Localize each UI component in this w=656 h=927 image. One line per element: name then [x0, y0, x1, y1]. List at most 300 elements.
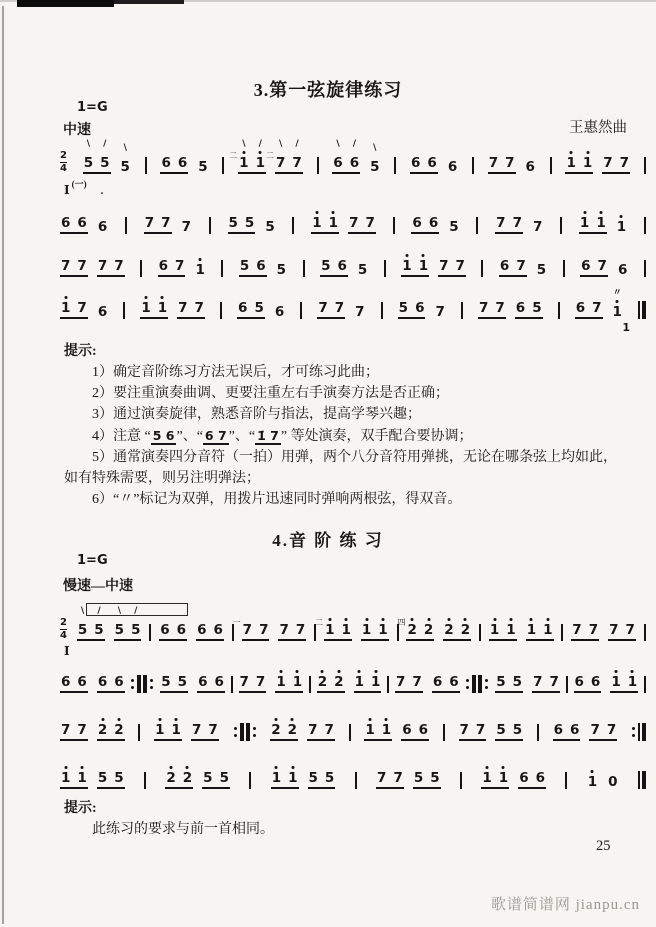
note	[97, 257, 108, 274]
note-digit: 5	[97, 769, 108, 786]
note	[627, 673, 638, 690]
note-digit: 5	[324, 769, 335, 786]
repeat-dots	[150, 679, 153, 689]
note	[575, 299, 586, 316]
note-digit: 7	[77, 721, 87, 738]
beamed-group	[158, 257, 186, 278]
note	[337, 257, 347, 274]
note-digit: 6	[570, 721, 580, 738]
note-digit: 7	[279, 621, 289, 638]
beamed-group	[518, 769, 546, 790]
note	[295, 621, 306, 638]
note-digit: 6	[274, 303, 285, 320]
music-line	[60, 138, 646, 197]
tips-label: 提示:	[64, 344, 97, 359]
note	[449, 673, 459, 690]
octave-dot	[199, 258, 202, 261]
note	[617, 261, 628, 278]
time-signature	[60, 151, 67, 174]
note-digit: 2	[334, 673, 344, 690]
octave-dot	[158, 718, 161, 721]
note-digit: 5	[321, 257, 331, 274]
measure	[401, 257, 466, 278]
note-group	[181, 218, 192, 235]
note-digit: 6	[581, 257, 591, 274]
measure	[60, 257, 125, 278]
note-digit: 5	[228, 214, 238, 231]
note-digit: 7	[365, 214, 375, 231]
note-digit: 6	[114, 673, 124, 690]
note-digit: 7	[295, 621, 306, 638]
note-digit: 7	[396, 673, 406, 690]
beamed-group	[489, 621, 517, 642]
underlined-note-pair: 5 6	[152, 428, 175, 443]
note	[398, 299, 409, 316]
repeat-dots	[131, 679, 134, 689]
note	[590, 721, 600, 738]
octave-dot	[280, 670, 283, 673]
beamed-group	[317, 673, 345, 694]
beamed-group	[229, 138, 266, 175]
note-digit: 1	[566, 154, 576, 171]
note	[341, 621, 351, 638]
beamed-group	[308, 769, 336, 790]
note	[412, 214, 422, 231]
note	[432, 673, 443, 690]
note-group	[354, 303, 365, 320]
octave-dot	[117, 718, 120, 721]
note	[370, 673, 381, 690]
plectrum-stroke-mark: \	[86, 138, 91, 149]
note	[317, 673, 328, 690]
measure	[317, 299, 365, 320]
note	[178, 299, 188, 316]
note	[365, 721, 375, 738]
beamed-group	[60, 299, 88, 320]
barline	[384, 260, 386, 277]
beamed-group	[401, 257, 429, 278]
beamed-group	[515, 299, 543, 320]
barline	[561, 624, 563, 641]
barline	[560, 217, 562, 234]
measure	[60, 769, 125, 790]
note-digit: 6	[214, 673, 224, 690]
note-digit: 7	[495, 299, 505, 316]
note-digit: 5	[536, 261, 547, 278]
note-digit: 6	[499, 257, 510, 274]
note	[213, 621, 223, 638]
note	[161, 673, 171, 690]
note-digit: 7	[603, 154, 613, 171]
note	[255, 673, 266, 690]
note	[265, 218, 275, 235]
note-digit: 7	[308, 721, 318, 738]
note	[279, 621, 289, 638]
beamed-group	[165, 769, 193, 790]
barline	[563, 260, 565, 277]
note	[533, 673, 543, 690]
note	[334, 299, 345, 316]
note-group	[617, 261, 628, 278]
barline	[476, 217, 478, 234]
note	[274, 303, 285, 320]
note	[328, 214, 339, 231]
note	[97, 673, 108, 690]
note-group	[607, 773, 618, 790]
note	[460, 621, 471, 638]
tip-item: 6）“〃”标记为双弹，用拨片迅速同时弹响两根弦，得双音。	[92, 492, 462, 507]
beamed-group	[159, 621, 187, 642]
note	[114, 673, 124, 690]
note-group	[536, 261, 547, 278]
measure	[397, 617, 471, 642]
note-digit: 7	[496, 214, 506, 231]
note-digit: 5	[120, 158, 130, 175]
note-digit: 5	[198, 158, 208, 175]
note	[355, 303, 365, 320]
barline	[317, 157, 319, 174]
note-group	[97, 303, 108, 320]
octave-dot	[161, 296, 164, 299]
barline	[140, 260, 142, 277]
note-digit: 1	[526, 621, 537, 638]
note-digit: 7	[292, 154, 302, 171]
position-mark: 一	[232, 617, 241, 627]
note-digit: 6	[97, 218, 108, 235]
music-line	[60, 671, 646, 693]
note	[423, 621, 434, 638]
beamed-group	[376, 769, 404, 790]
measure	[574, 673, 639, 694]
barline	[231, 676, 233, 693]
finger-number: 1	[622, 321, 630, 334]
plectrum-stroke-mark: \	[242, 138, 246, 149]
note	[572, 621, 582, 638]
note	[239, 257, 250, 274]
note-digit: 5	[308, 769, 318, 786]
octave-dot	[385, 718, 388, 721]
beamed-group	[315, 617, 352, 642]
note-digit: 1	[61, 769, 71, 786]
note-digit: 7	[181, 218, 191, 235]
note	[496, 214, 506, 231]
barline	[387, 676, 389, 693]
note-digit: 7	[61, 721, 71, 738]
time-signature-denominator: 4	[60, 630, 67, 641]
note-digit: 5	[114, 769, 124, 786]
note	[616, 218, 627, 235]
note	[175, 257, 185, 274]
note	[393, 769, 403, 786]
note-digit: 1	[141, 299, 151, 316]
note	[619, 154, 630, 171]
octave-dot	[274, 718, 277, 721]
note	[608, 773, 618, 790]
note-digit: 6	[197, 621, 207, 638]
note	[276, 261, 287, 278]
barline	[144, 772, 146, 789]
note	[418, 721, 428, 738]
note-digit: 6	[61, 673, 71, 690]
note	[94, 605, 104, 638]
beamed-group	[202, 769, 230, 790]
section-mark	[64, 177, 103, 197]
note-digit: 1	[418, 257, 429, 274]
note-group	[276, 261, 287, 278]
octave-dot	[64, 766, 67, 769]
measure	[478, 299, 543, 320]
measure	[60, 214, 108, 235]
note-digit: 1	[61, 299, 71, 316]
measure	[580, 257, 628, 278]
underlined-note-pair: 1̇ 7	[257, 428, 279, 443]
note	[478, 299, 489, 316]
note	[482, 769, 492, 786]
note	[131, 605, 141, 638]
note	[489, 621, 500, 638]
measure	[587, 773, 619, 790]
measure	[77, 605, 142, 642]
note	[77, 605, 88, 638]
barline	[221, 260, 223, 277]
note	[77, 721, 87, 738]
barline	[232, 624, 234, 641]
note	[308, 721, 318, 738]
barline	[125, 217, 127, 234]
note-digit: 5	[77, 621, 88, 638]
note	[77, 214, 87, 231]
note-digit: 7	[412, 673, 422, 690]
beamed-group	[579, 214, 607, 235]
beamed-group	[144, 214, 172, 235]
note	[312, 214, 322, 231]
note-digit: 7	[533, 673, 543, 690]
beamed-group	[443, 621, 471, 642]
note	[276, 673, 286, 690]
note	[255, 138, 265, 171]
note-digit: 5	[532, 299, 542, 316]
note	[587, 773, 598, 790]
beamed-group	[60, 769, 88, 790]
note	[321, 257, 331, 274]
note-digit: 7	[355, 303, 365, 320]
beamed-group	[499, 257, 527, 278]
note	[566, 154, 576, 171]
note	[197, 621, 207, 638]
note-digit: 1	[365, 721, 375, 738]
beamed-group	[237, 299, 265, 320]
measure	[495, 673, 560, 694]
bar	[240, 723, 244, 741]
barline	[644, 676, 646, 693]
note	[543, 621, 553, 638]
note-group	[434, 303, 445, 320]
note-digit: 2	[444, 621, 454, 638]
beamed-group	[97, 673, 125, 694]
octave-dot	[345, 618, 348, 621]
note-digit: 1	[157, 299, 168, 316]
note	[418, 257, 429, 274]
measure	[495, 214, 543, 235]
note-digit: 7	[318, 299, 328, 316]
beamed-group	[77, 605, 105, 642]
measure	[270, 721, 335, 742]
measure	[411, 214, 459, 235]
beamed-group	[495, 673, 523, 694]
note-digit: 7	[194, 299, 204, 316]
note-digit: 7	[588, 621, 599, 638]
note-digit: 7	[488, 154, 499, 171]
octave-dot	[64, 296, 67, 299]
note	[182, 769, 193, 786]
beamed-group	[413, 769, 441, 790]
note-digit: 1	[489, 621, 500, 638]
note-digit: 7	[191, 721, 202, 738]
measure	[398, 299, 446, 320]
note	[498, 769, 509, 786]
note	[397, 617, 417, 638]
tip-item: 5）通常演奏四分音符（一拍）用弹，两个八分音符用弹挑，无论在哪条弦上均如此，如有特殊需要，则另注明弹法；	[64, 450, 617, 486]
note	[396, 673, 406, 690]
beamed-group	[364, 721, 392, 742]
beamed-group	[320, 257, 348, 278]
note-digit: 5	[94, 621, 104, 638]
note	[288, 769, 298, 786]
note-digit: 7	[505, 154, 515, 171]
music-line	[60, 287, 646, 334]
note-digit: 1	[543, 621, 553, 638]
note-digit: 5	[100, 154, 110, 171]
scan-artifact-blob-2	[114, 0, 184, 4]
note-digit: 7	[590, 721, 600, 738]
note-group	[447, 158, 458, 175]
note	[574, 673, 584, 690]
note	[370, 142, 380, 175]
note-digit: 7	[512, 214, 522, 231]
beamed-group	[532, 673, 560, 694]
measure	[158, 257, 206, 278]
plectrum-stroke-mark: \	[279, 138, 283, 149]
position-mark: 四	[397, 617, 406, 627]
note-digit: 7	[178, 299, 188, 316]
note	[157, 299, 168, 316]
note	[181, 218, 191, 235]
beamed-group	[60, 257, 88, 278]
section-paren-label: (一)	[71, 179, 87, 189]
note	[324, 721, 334, 738]
note	[161, 154, 171, 171]
beamed-group	[411, 214, 439, 235]
repeat-dots	[485, 679, 488, 689]
note	[265, 138, 286, 171]
beamed-group	[495, 214, 523, 235]
note	[83, 138, 94, 171]
note-digit: 6	[337, 257, 347, 274]
barline	[349, 724, 351, 741]
octave-dot	[570, 151, 573, 154]
note	[77, 299, 87, 316]
barline	[566, 676, 568, 693]
beamed-group	[60, 721, 88, 742]
note-digit: 1	[596, 214, 606, 231]
note	[191, 721, 202, 738]
note-digit: 6	[574, 673, 584, 690]
note	[459, 721, 469, 738]
octave-dot	[411, 618, 414, 621]
note	[287, 721, 298, 738]
note-digit: 7	[435, 303, 445, 320]
barline	[461, 302, 463, 319]
note	[271, 769, 282, 786]
barline	[123, 302, 125, 319]
note-digit: 1	[482, 769, 492, 786]
barline	[138, 724, 140, 741]
note-digit: 6	[575, 299, 586, 316]
note-digit: 1	[292, 673, 303, 690]
octave-dot	[591, 770, 594, 773]
music-line	[60, 212, 646, 234]
note	[411, 154, 421, 171]
note-group	[274, 303, 285, 320]
piece3-title: 3.第一弦旋律练习	[253, 80, 403, 100]
note-digit: 1	[370, 673, 381, 690]
barline	[558, 302, 560, 319]
bar	[638, 723, 640, 741]
time-signature-numerator: 2	[60, 617, 67, 628]
note-group	[448, 218, 459, 235]
note	[430, 769, 440, 786]
octave-dot	[242, 151, 245, 154]
note	[114, 605, 125, 638]
octave-dot	[145, 296, 148, 299]
note-digit: 6	[553, 721, 564, 738]
barline	[381, 302, 383, 319]
measure	[575, 287, 623, 320]
barline	[314, 624, 316, 641]
barline	[300, 302, 302, 319]
beamed-group	[478, 299, 506, 320]
note	[114, 769, 124, 786]
beamed-group	[271, 769, 299, 790]
note	[161, 214, 171, 231]
note	[176, 621, 187, 638]
final-barline	[638, 771, 646, 789]
octave-dot	[332, 211, 335, 214]
note-group	[197, 158, 208, 175]
stroke-pattern-box	[86, 603, 188, 616]
note-digit: 5	[219, 769, 229, 786]
note-digit: 1	[276, 673, 286, 690]
beamed-group	[348, 214, 376, 235]
beamed-group	[354, 673, 382, 694]
octave-dot	[510, 618, 513, 621]
octave-dot	[530, 618, 533, 621]
beamed-group	[160, 673, 188, 694]
measure	[571, 621, 636, 642]
note	[532, 299, 542, 316]
note	[166, 769, 176, 786]
barline	[355, 772, 357, 789]
bar	[478, 675, 482, 693]
beamed-group	[565, 154, 593, 175]
plectrum-stroke-mark: \	[117, 605, 122, 616]
note-digit: 6	[176, 621, 187, 638]
barline	[644, 217, 646, 234]
barline	[644, 260, 646, 277]
note	[590, 673, 601, 690]
note	[612, 287, 622, 320]
measure	[160, 673, 225, 694]
